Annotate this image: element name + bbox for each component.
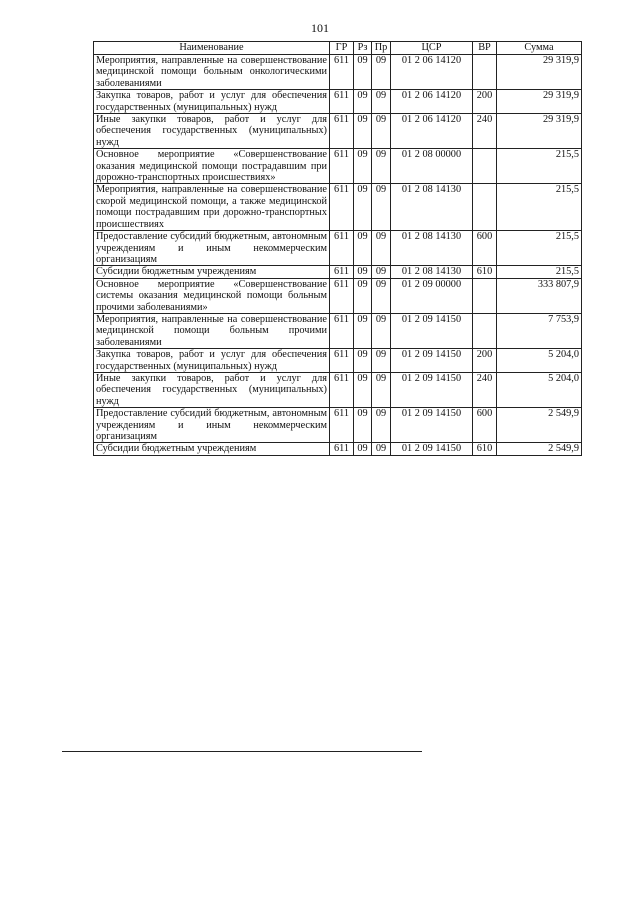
row-gr: 611: [330, 266, 354, 278]
header-sum: Сумма: [497, 42, 582, 55]
footer-divider: [62, 751, 422, 752]
row-name: Предоставление субсидий бюджетным, автономным учреждениям и иным некоммерческим организациям: [94, 408, 330, 443]
row-sum: 215,5: [497, 266, 582, 278]
table-row: [94, 90, 582, 114]
row-vr: [473, 149, 497, 184]
row-gr: 611: [330, 313, 354, 348]
row-name: Предоставление субсидий бюджетным, автономным учреждениям и иным некоммерческим организациям: [94, 231, 330, 266]
row-vr: 200: [473, 90, 497, 114]
row-rz: 09: [354, 266, 372, 278]
row-gr: 611: [330, 408, 354, 443]
row-name: Субсидии бюджетным учреждениям: [94, 266, 330, 278]
row-csr: 01 2 08 00000: [391, 149, 473, 184]
row-name: Иные закупки товаров, работ и услуг для обеспечения государственных (муниципальных) нужд: [94, 372, 330, 407]
row-vr: [473, 313, 497, 348]
row-sum: 29 319,9: [497, 114, 582, 149]
header-gr: ГР: [330, 42, 354, 55]
row-rz: 09: [354, 349, 372, 373]
row-pr: 09: [372, 231, 391, 266]
row-pr: 09: [372, 313, 391, 348]
row-pr: 09: [372, 408, 391, 443]
row-rz: 09: [354, 114, 372, 149]
row-vr: 240: [473, 114, 497, 149]
row-pr: 09: [372, 90, 391, 114]
row-sum: 215,5: [497, 184, 582, 231]
row-vr: [473, 55, 497, 90]
row-csr: 01 2 06 14120: [391, 55, 473, 90]
row-name: Закупка товаров, работ и услуг для обеспечения государственных (муниципальных) нужд: [94, 90, 330, 114]
row-vr: 600: [473, 408, 497, 443]
row-pr: 09: [372, 184, 391, 231]
row-gr: 611: [330, 372, 354, 407]
row-vr: 610: [473, 266, 497, 278]
header-csr: ЦСР: [391, 42, 473, 55]
row-pr: 09: [372, 149, 391, 184]
row-csr: 01 2 09 14150: [391, 372, 473, 407]
row-rz: 09: [354, 55, 372, 90]
row-pr: 09: [372, 55, 391, 90]
row-name: Основное мероприятие «Совершенствование системы оказания медицинской помощи больным прочими заболеваниями»: [94, 278, 330, 313]
row-csr: 01 2 06 14120: [391, 90, 473, 114]
row-rz: 09: [354, 184, 372, 231]
row-gr: 611: [330, 90, 354, 114]
row-vr: [473, 184, 497, 231]
row-name: Мероприятия, направленные на совершенствование медицинской помощи больным прочими заболеваниями: [94, 313, 330, 348]
row-rz: 09: [354, 408, 372, 443]
row-sum: 333 807,9: [497, 278, 582, 313]
row-sum: 29 319,9: [497, 55, 582, 90]
row-csr: 01 2 08 14130: [391, 266, 473, 278]
row-pr: 09: [372, 372, 391, 407]
row-csr: 01 2 06 14120: [391, 114, 473, 149]
row-name: Мероприятия, направленные на совершенствование скорой медицинской помощи, а также медицинской помощи пострадавшим при дорожно-транспортных происшествиях: [94, 184, 330, 231]
row-vr: 200: [473, 349, 497, 373]
table-row: [94, 184, 582, 231]
table-row: [94, 278, 582, 313]
row-sum: 7 753,9: [497, 313, 582, 348]
row-csr: 01 2 09 14150: [391, 408, 473, 443]
row-gr: 611: [330, 278, 354, 313]
row-vr: 600: [473, 231, 497, 266]
table-row: [94, 231, 582, 266]
table-row: [94, 114, 582, 149]
row-gr: 611: [330, 231, 354, 266]
row-sum: 29 319,9: [497, 90, 582, 114]
row-pr: 09: [372, 278, 391, 313]
row-name: Субсидии бюджетным учреждениям: [94, 443, 330, 455]
table-row: [94, 149, 582, 184]
row-csr: 01 2 09 14150: [391, 313, 473, 348]
row-name: Закупка товаров, работ и услуг для обеспечения государственных (муниципальных) нужд: [94, 349, 330, 373]
row-rz: 09: [354, 278, 372, 313]
table-row: [94, 443, 582, 455]
table-row: [94, 55, 582, 90]
row-sum: 2 549,9: [497, 408, 582, 443]
row-vr: 240: [473, 372, 497, 407]
table-row: [94, 349, 582, 373]
row-csr: 01 2 08 14130: [391, 184, 473, 231]
table-header-row: [94, 42, 582, 55]
row-pr: 09: [372, 443, 391, 455]
row-gr: 611: [330, 443, 354, 455]
budget-table: [93, 41, 582, 456]
row-rz: 09: [354, 149, 372, 184]
row-sum: 215,5: [497, 149, 582, 184]
row-pr: 09: [372, 349, 391, 373]
row-rz: 09: [354, 443, 372, 455]
row-gr: 611: [330, 55, 354, 90]
row-rz: 09: [354, 372, 372, 407]
table-row: [94, 408, 582, 443]
header-vr: ВР: [473, 42, 497, 55]
row-vr: [473, 278, 497, 313]
row-name: Мероприятия, направленные на совершенствование медицинской помощи больным онкологическими заболеваниями: [94, 55, 330, 90]
row-name: Иные закупки товаров, работ и услуг для обеспечения государственных (муниципальных) нужд: [94, 114, 330, 149]
table-row: [94, 313, 582, 348]
table-row: [94, 372, 582, 407]
row-gr: 611: [330, 349, 354, 373]
row-csr: 01 2 08 14130: [391, 231, 473, 266]
page-number: 101: [311, 21, 329, 35]
row-csr: 01 2 09 14150: [391, 349, 473, 373]
row-gr: 611: [330, 149, 354, 184]
row-sum: 5 204,0: [497, 349, 582, 373]
row-sum: 215,5: [497, 231, 582, 266]
row-vr: 610: [473, 443, 497, 455]
row-rz: 09: [354, 231, 372, 266]
row-sum: 5 204,0: [497, 372, 582, 407]
row-gr: 611: [330, 184, 354, 231]
table-row: [94, 266, 582, 278]
row-gr: 611: [330, 114, 354, 149]
header-name: Наименование: [94, 42, 330, 55]
row-pr: 09: [372, 114, 391, 149]
row-pr: 09: [372, 266, 391, 278]
row-sum: 2 549,9: [497, 443, 582, 455]
header-rz: Рз: [354, 42, 372, 55]
row-csr: 01 2 09 14150: [391, 443, 473, 455]
row-name: Основное мероприятие «Совершенствование оказания медицинской помощи пострадавшим при дорожно-транспортных происшествиях»: [94, 149, 330, 184]
row-rz: 09: [354, 90, 372, 114]
header-pr: Пр: [372, 42, 391, 55]
row-rz: 09: [354, 313, 372, 348]
row-csr: 01 2 09 00000: [391, 278, 473, 313]
